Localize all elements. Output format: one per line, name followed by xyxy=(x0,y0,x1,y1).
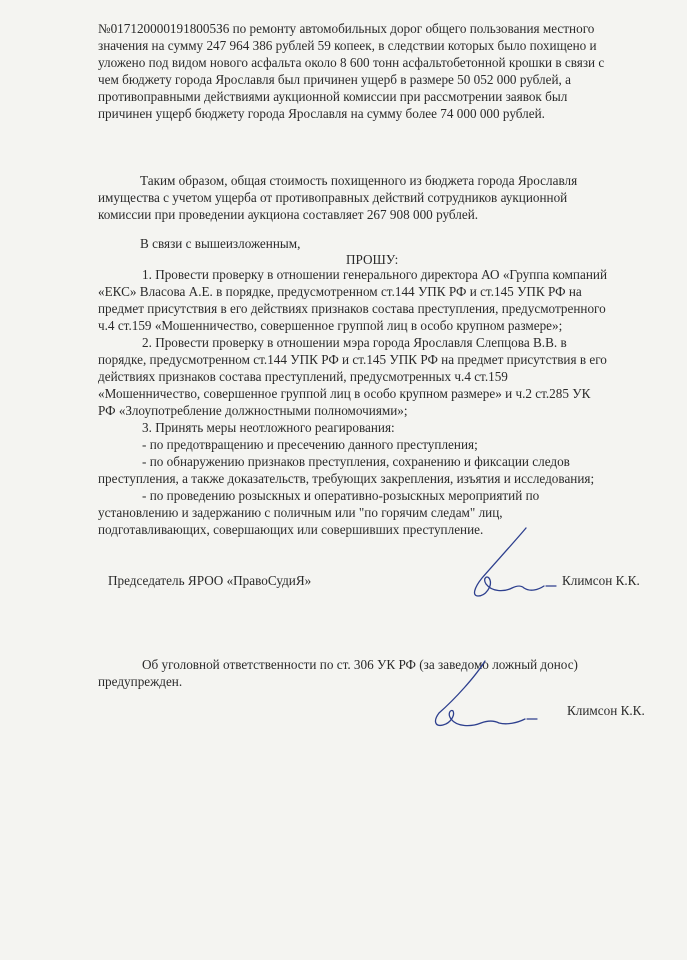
text-line: значения на сумму 247 964 386 рублей 59 копеек, в следствии которых было похищено и xyxy=(98,38,597,53)
paragraph-contract-damage xyxy=(98,20,604,122)
text-line: «ЕКС» Власова А.Е. в порядке, предусмотренном ст.144 УПК РФ и ст.145 УПК РФ на xyxy=(98,284,582,299)
signatory-name-2: Климсон К.К. xyxy=(567,703,645,718)
text-line: 2. Провести проверку в отношении мэра города Ярославля Слепцова В.В. в xyxy=(142,335,567,350)
text-line: - по проведению розыскных и оперативно-розыскных мероприятий по xyxy=(142,488,540,503)
text-line: предупрежден. xyxy=(98,674,183,689)
text-line: - по предотвращению и пресечению данного преступления; xyxy=(142,437,478,452)
text-line: РФ «Злоупотребление должностными полномочиями»; xyxy=(98,403,408,418)
paragraph-total-damage xyxy=(98,172,577,223)
text-line: ч.4 ст.159 «Мошенничество, совершенное группой лиц в особо крупном размере»; xyxy=(98,318,563,333)
text-line: подготавливающих, совершающих или совершивших преступление. xyxy=(98,522,484,537)
request-item-2 xyxy=(98,334,607,419)
text-line: Об уголовной ответственности по ст. 306 УК РФ (за заведомо ложный донос) xyxy=(142,657,578,672)
text-line: противоправными действиями аукционной комиссии при рассмотрении заявок был xyxy=(98,89,568,104)
request-item-3 xyxy=(98,419,594,538)
text-line: действиях признаков состава преступлений, предусмотренных ч.4 ст.159 xyxy=(98,369,508,384)
intro-line: В связи с вышеизложенным, xyxy=(140,236,301,251)
text-line: - по обнаружению признаков преступления, сохранению и фиксации следов xyxy=(142,454,570,469)
text-line: №0171200001918005З6 по ремонту автомобильных дорог общего пользования местного xyxy=(98,21,595,36)
text-line: предмет присутствия в его действиях признаков состава преступления, предусмотренного xyxy=(98,301,606,316)
text-line: имущества с учетом ущерба от противоправных действий сотрудников аукционной xyxy=(98,190,568,205)
text-line: установлению и задержанию с поличным или "по горячим следам" лиц, xyxy=(98,505,503,520)
signature-1 xyxy=(452,522,567,610)
text-line: преступления, а также доказательств, требующих закрепления, изъятия и исследования; xyxy=(98,471,595,486)
text-line: уложено под видом нового асфальта около 8 600 тонн асфальтобетонной крошки в связи с xyxy=(98,55,605,70)
request-heading: ПРОШУ: xyxy=(346,252,399,267)
signature-2 xyxy=(425,655,545,741)
text-line: причинен ущерб бюджету города Ярославля на сумму более 74 000 000 рублей. xyxy=(98,106,545,121)
text-line: порядке, предусмотренном ст.144 УПК РФ и ст.145 УПК РФ на предмет присутствия в его xyxy=(98,352,607,367)
signatory-name-1: Климсон К.К. xyxy=(562,573,640,588)
text-line: 3. Принять меры неотложного реагирования: xyxy=(142,420,395,435)
text-line: «Мошенничество, совершенное группой лиц в особо крупном размере» и ч.2 ст.285 УК xyxy=(98,386,591,401)
text-line: комиссии при проведении аукциона составляет 267 908 000 рублей. xyxy=(98,207,479,222)
text-line: Таким образом, общая стоимость похищенного из бюджета города Ярославля xyxy=(140,173,578,188)
signatory-title: Председатель ЯРОО «ПравоСудиЯ» xyxy=(108,573,312,588)
text-line: чем бюджету города Ярославля был причинен ущерб в размере 50 052 000 рублей, а xyxy=(98,72,571,87)
text-line: 1. Провести проверку в отношении генерального директора АО «Группа компаний xyxy=(142,267,607,282)
request-item-1 xyxy=(98,266,607,334)
